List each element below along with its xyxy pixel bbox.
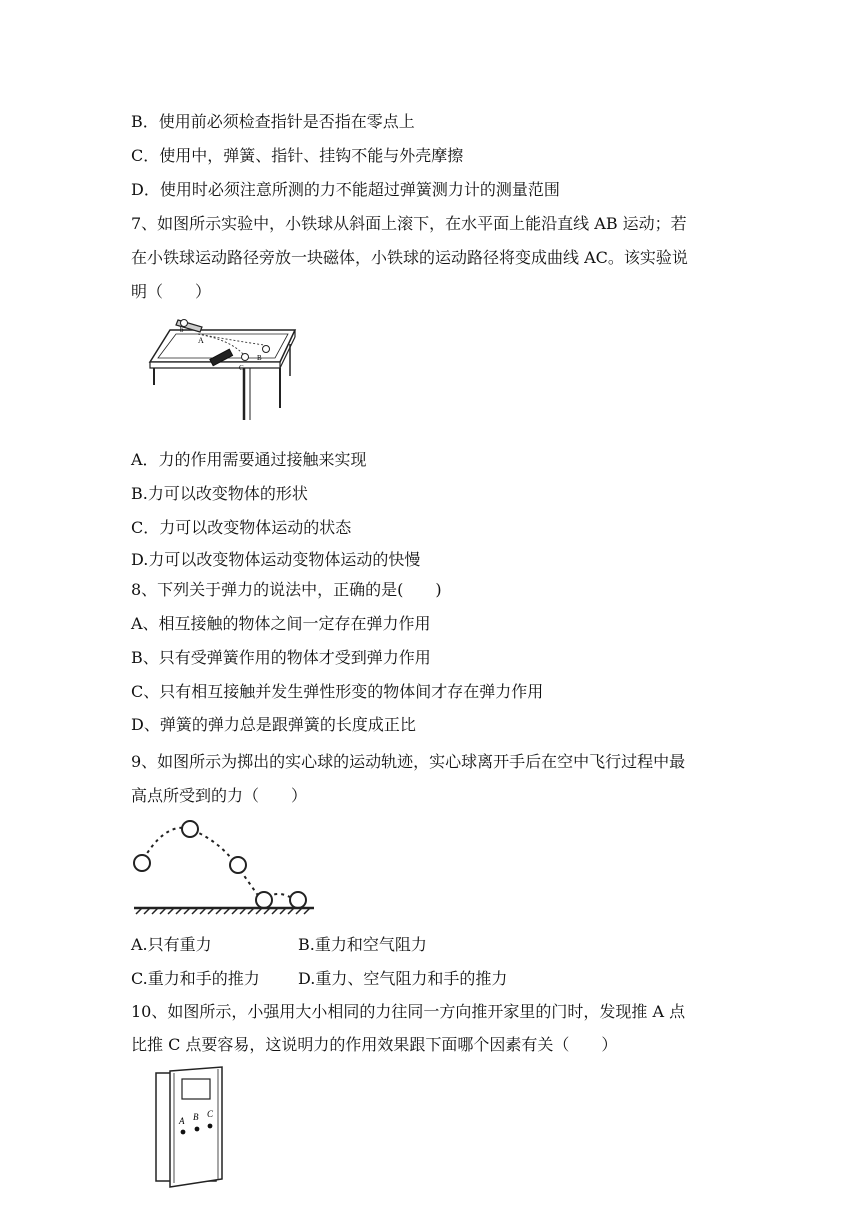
point-c [208, 1124, 213, 1129]
point-b [195, 1127, 200, 1132]
label-c: C [207, 1109, 214, 1119]
door-window [182, 1079, 210, 1099]
q8-option-b: B、只有受弹簧作用的物体才受到弹力作用 [131, 648, 431, 667]
q6-option-b: B．使用前必须检查指针是否指在零点上 [131, 112, 415, 131]
q9-stem-line1: 9、如图所示为掷出的实心球的运动轨迹，实心球离开手后在空中飞行过程中最 [131, 752, 686, 771]
label-a: A [179, 1116, 185, 1126]
q7-stem-line2: 在小铁球运动路径旁放一块磁体，小铁球的运动路径将变成曲线 AC。该实验说 [131, 248, 688, 267]
q6-option-c: C．使用中，弹簧、指针、挂钩不能与外壳摩擦 [131, 146, 464, 165]
q7-stem-line3: 明（ ） [131, 282, 212, 301]
label-b: B [193, 1112, 199, 1122]
q9-option-b: B.重力和空气阻力 [298, 935, 427, 954]
q6-option-d: D．使用时必须注意所测的力不能超过弹簧测力计的测量范围 [131, 180, 560, 199]
q7-option-c: C．力可以改变物体运动的状态 [131, 518, 352, 537]
q8-option-d: D、弹簧的弹力总是跟弹簧的长度成正比 [131, 715, 416, 734]
q9-option-a: A.只有重力 [131, 935, 212, 954]
q10-stem-line1: 10、如图所示，小强用大小相同的力往同一方向推开家里的门时，发现推 A 点 [131, 1002, 686, 1021]
q9-ball-trajectory-figure [128, 815, 318, 915]
label-a: A [198, 336, 204, 345]
q7-option-a: A．力的作用需要通过接触来实现 [131, 450, 367, 469]
ball-falling [230, 857, 246, 873]
q8-stem: 8、下列关于弹力的说法中，正确的是( ) [131, 580, 442, 599]
ball-b [263, 346, 270, 353]
q9-option-c: C.重力和手的推力 [131, 969, 260, 988]
ball-landing [256, 892, 272, 908]
q10-door-figure [150, 1065, 230, 1190]
label-c: C [239, 364, 244, 372]
q9-option-d: D.重力、空气阻力和手的推力 [298, 969, 508, 988]
ball-c [242, 354, 249, 361]
ball-highest-point [182, 821, 198, 837]
q9-stem-line2: 高点所受到的力（ ） [131, 786, 308, 805]
q7-stem-line1: 7、如图所示实验中，小铁球从斜面上滚下，在水平面上能沿直线 AB 运动；若 [131, 214, 687, 233]
ball-rolling [290, 892, 306, 908]
q8-option-a: A、相互接触的物体之间一定存在弹力作用 [131, 614, 431, 633]
ball-launch [134, 855, 150, 871]
q8-option-c: C、只有相互接触并发生弹性形变的物体间才存在弹力作用 [131, 682, 544, 701]
svg-text:b: b [180, 326, 184, 334]
label-b: B [257, 354, 262, 362]
point-a [181, 1130, 186, 1135]
q7-table-magnet-figure [140, 310, 310, 425]
q10-stem-line2: 比推 C 点要容易，这说明力的作用效果跟下面哪个因素有关（ ） [131, 1035, 618, 1054]
q7-option-b: B.力可以改变物体的形状 [131, 484, 308, 503]
q7-option-d: D.力可以改变物体运动变物体运动的快慢 [131, 550, 421, 569]
